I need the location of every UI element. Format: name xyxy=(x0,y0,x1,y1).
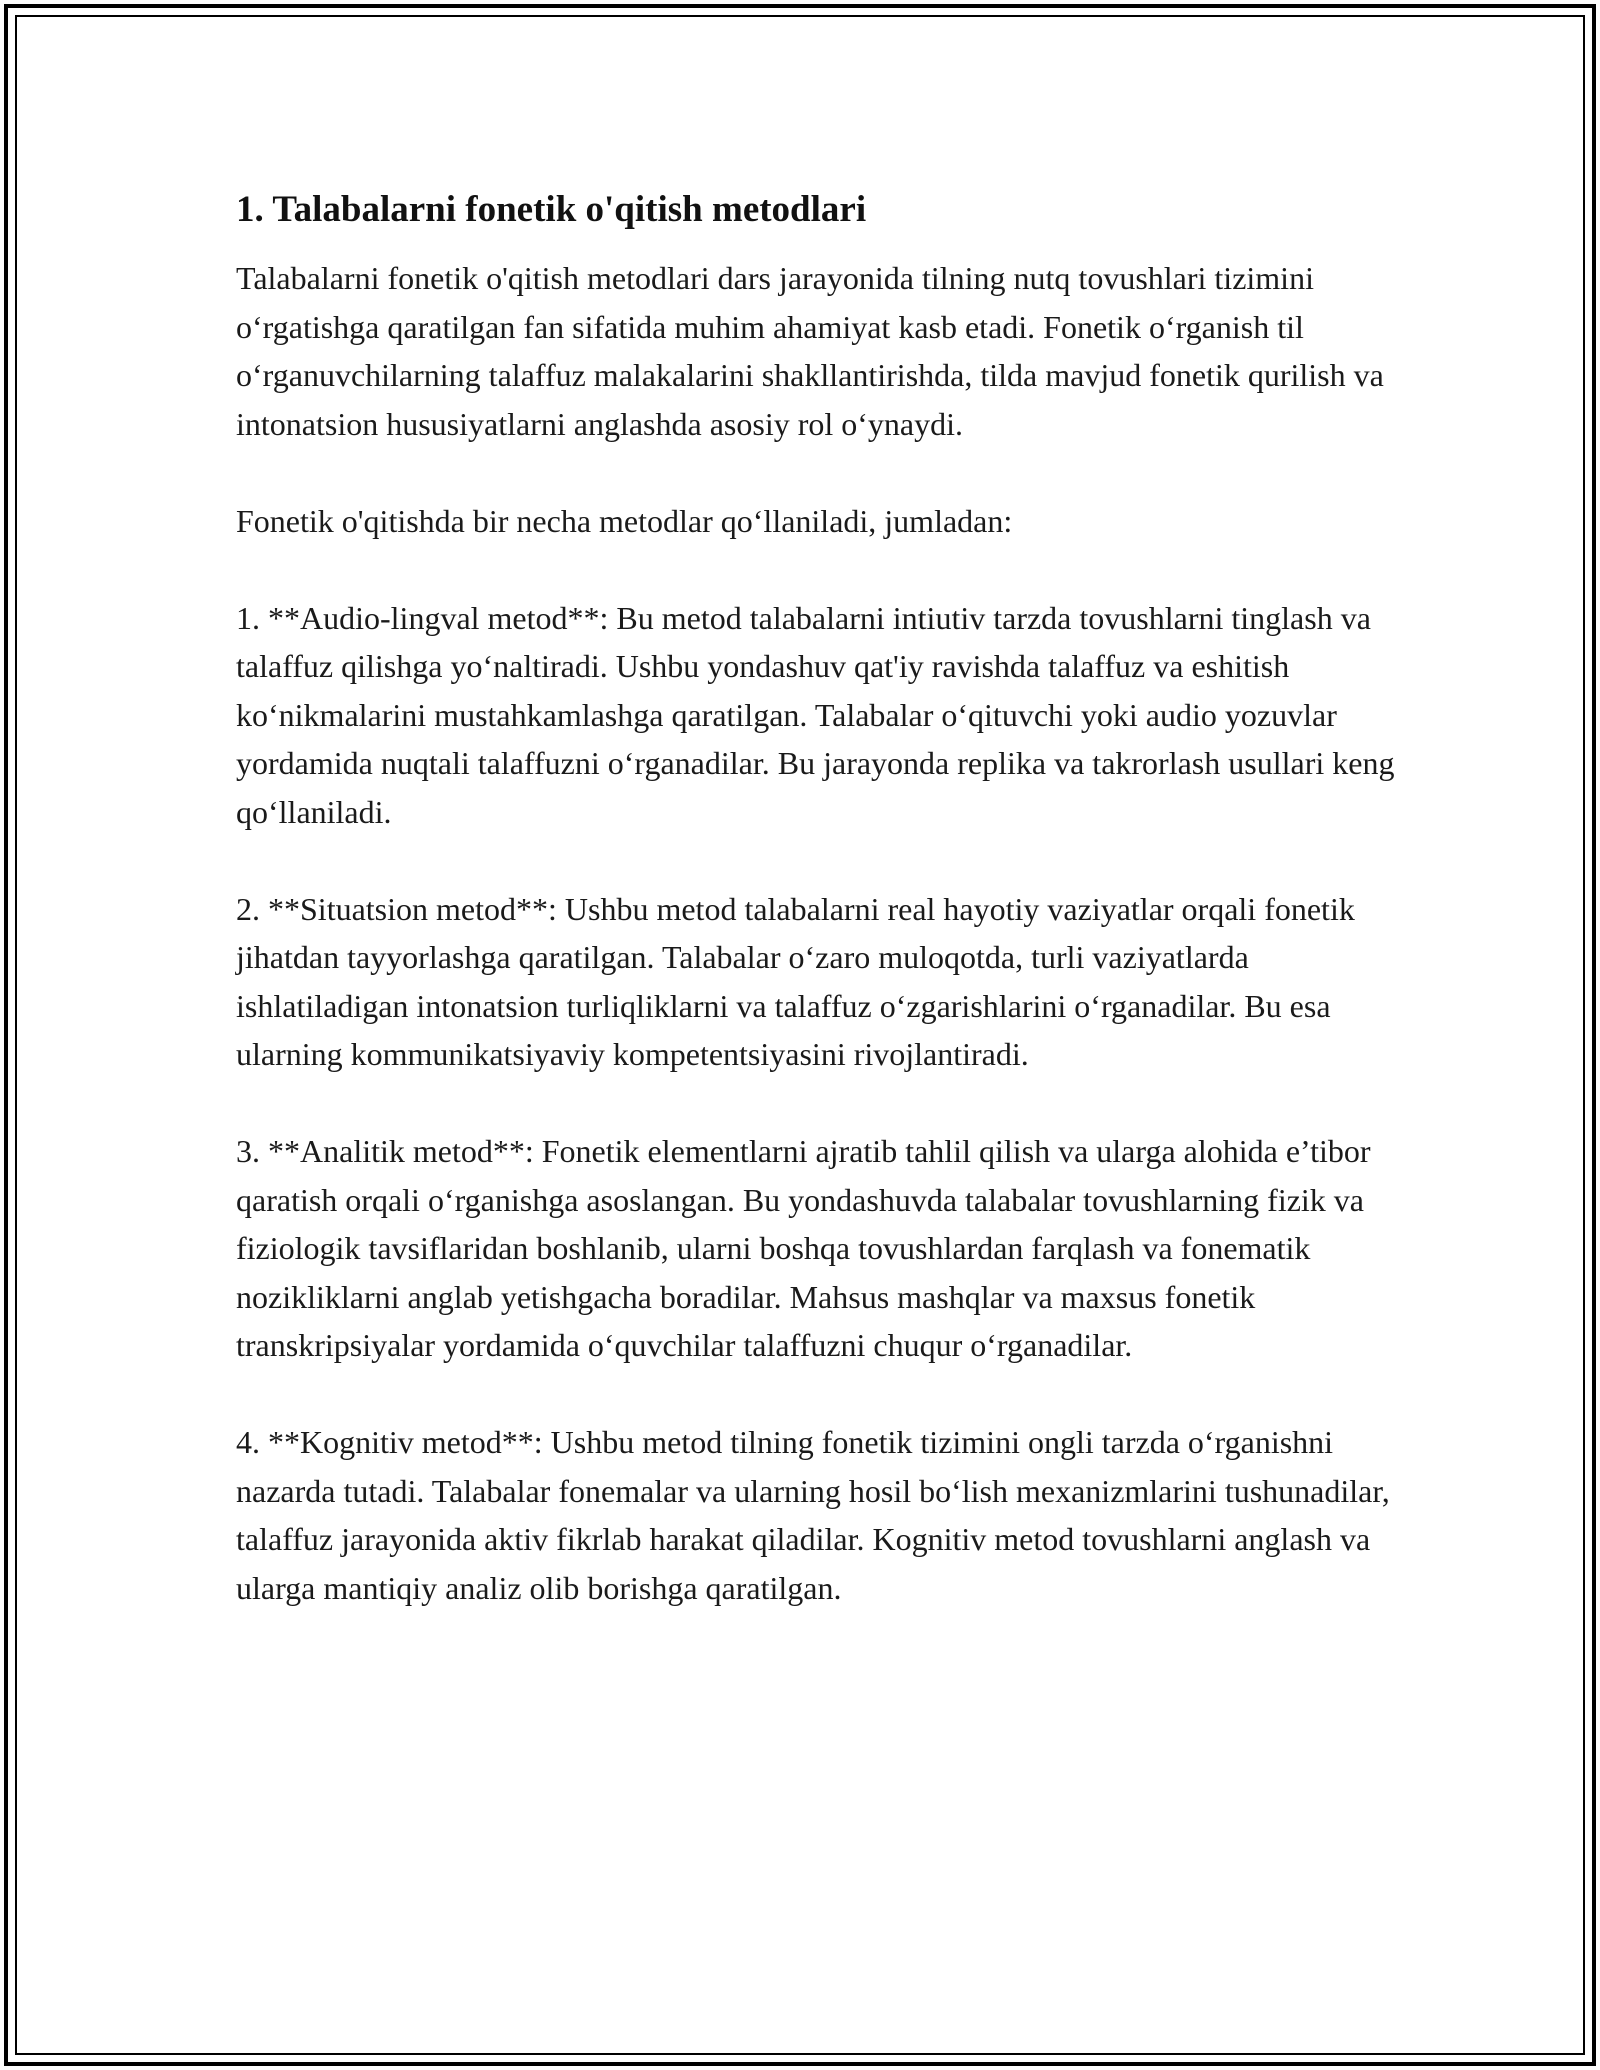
document-body xyxy=(236,186,1396,1661)
section-heading: 1. Talabalarni fonetik o'qitish metodlari xyxy=(236,189,867,230)
method-situatsion-paragraph: 2. **Situatsion metod**: Ushbu metod talabalarni real hayotiy vaziyatlar orqali fonetik jihatdan tayyorlashga qaratilgan. Talabalar o‘zaro muloqotda, turli vaziyatlarda ishlatiladigan intonatsion turliqliklarni va talaffuz o‘zgarishlarini o‘rganadilar. Bu esa ularning kommunikatsiyaviy kompetentsiyasini rivojlantiradi. xyxy=(236,890,1355,1072)
methods-lead-paragraph: Fonetik o'qitishda bir necha metodlar qo‘llaniladi, jumladan: xyxy=(236,502,1013,539)
intro-paragraph: Talabalarni fonetik o'qitish metodlari dars jarayonida tilning nutq tovushlari tizimini o‘rgatishga qaratilgan fan sifatida muhim ahamiyat kasb etadi. Fonetik o‘rganish til o‘rganuvchilarning talaffuz malakalarini shakllantirishda, tilda mavjud fonetik qurilish va intonatsion hususiyatlarni anglashda asosiy rol o‘ynaydi. xyxy=(236,260,1384,442)
method-analitik-paragraph: 3. **Analitik metod**: Fonetik elementlarni ajratib tahlil qilish va ularga alohida e’tibor qaratish orqali o‘rganishga asoslangan. Bu yondashuvda talabalar tovushlarning fizik va fiziologik tavsiflaridan boshlanib, ularni boshqa tovushlardan farqlash va fonematik nozikliklarni anglab yetishgacha boradilar. Mahsus mashqlar va maxsus fonetik transkripsiyalar yordamida o‘quvchilar talaffuzni chuqur o‘rganadilar. xyxy=(236,1133,1371,1363)
method-audio-lingval-paragraph: 1. **Audio-lingval metod**: Bu metod talabalarni intiutiv tarzda tovushlarni tinglash va talaffuz qilishga yo‘naltiradi. Ushbu yondashuv qat'iy ravishda talaffuz va eshitish ko‘nikmalarini mustahkamlashga qaratilgan. Talabalar o‘qituvchi yoki audio yozuvlar yordamida nuqtali talaffuzni o‘rganadilar. Bu jarayonda replika va takrorlash usullari keng qo‘llaniladi. xyxy=(236,599,1395,830)
method-kognitiv-paragraph: 4. **Kognitiv metod**: Ushbu metod tilning fonetik tizimini ongli tarzda o‘rganishni nazarda tutadi. Talabalar fonemalar va ularning hosil bo‘lish mexanizmlarini tushunadilar, talaffuz jarayonida aktiv fikrlab harakat qiladilar. Kognitiv metod tovushlarni anglash va ularga mantiqiy analiz olib borishga qaratilgan. xyxy=(236,1424,1390,1606)
